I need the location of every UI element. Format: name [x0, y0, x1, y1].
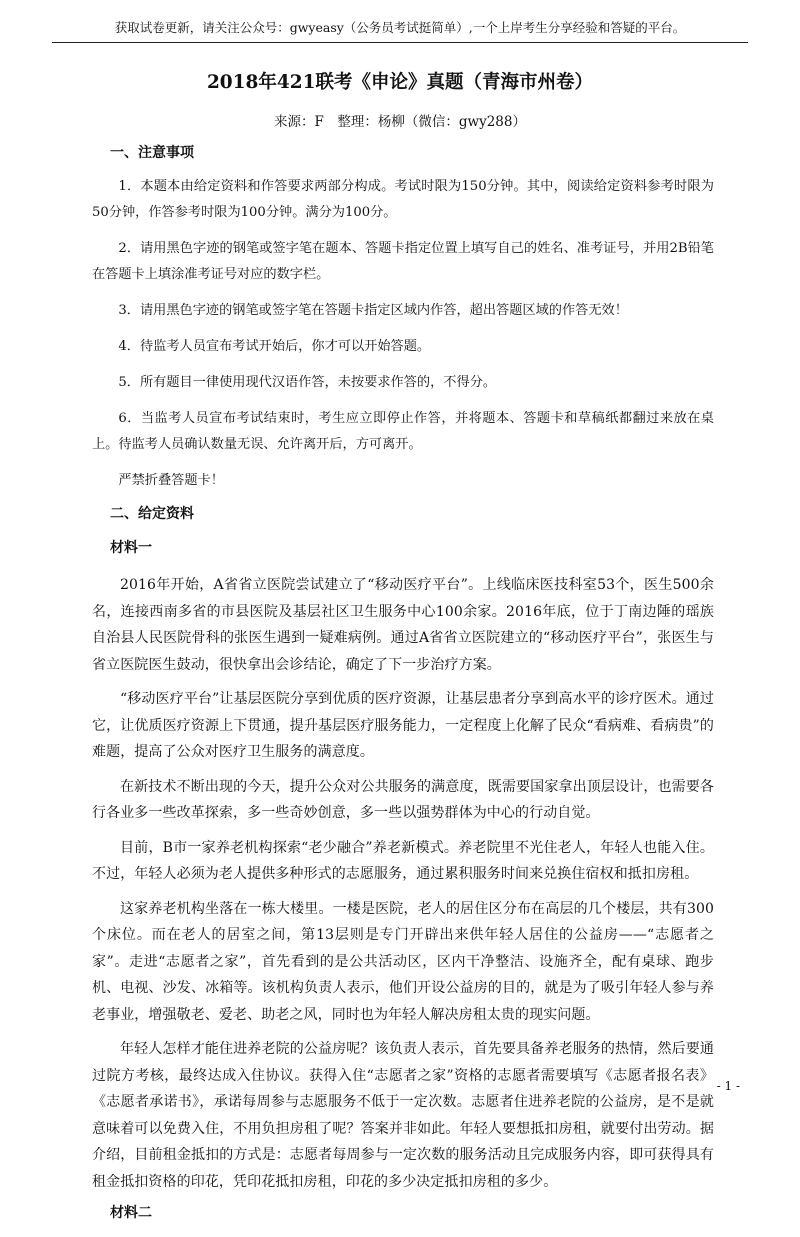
material-paragraph: “移动医疗平台”让基层医院分享到优质的医疗资源，让基层患者分享到高水平的诊疗医术。通过它，让优质医疗资源上下贯通，提升基层医疗服务能力，一定程度上化解了民众“看病难、看病贵”的难题，提高了公众对医疗卫生服务的满意度。	[92, 691, 714, 760]
material-paragraph: 目前，B市一家养老机构探索“老少融合”养老新模式。养老院里不光住老人，年轻人也能入住。不过，年轻人必须为老人提供多种形式的志愿服务，通过累积服务时间来兑换住宿权和抵扣房租。	[92, 839, 714, 882]
material-paragraph: 2016年开始，A省省立医院尝试建立了“移动医疗平台”。上线临床医技科室53个，医生500余名，连接西南多省的市县医院及基层社区卫生服务中心100余家。2016年底，位于丁南边陲的瑶族自治县人民医院骨科的张医生遇到一疑难病例。通过A省省立医院建立的“移动医疗平台”，张医生与省立医院医生鼓动，很快拿出会诊结论，确定了下一步治疗方案。	[92, 577, 714, 673]
document-title: 2018年421联考《申论》真题（青海市州卷）	[206, 72, 594, 93]
notice-item: 4．待监考人员宣布考试开始后，你才可以开始答题。	[118, 339, 431, 354]
material-paragraph: 这家养老机构坐落在一栋大楼里。一楼是医院，老人的居住区分布在高层的几个楼层，共有300个床位。而在老人的居室之间，第13层则是专门开辟出来供年轻人居住的公益房——“志愿者之家”。走进“志愿者之家”，首先看到的是公共活动区，区内干净整洁、设施齐全，配有桌球、跑步机、电视、沙发、冰箱等。该机构负责人表示，他们开设公益房的目的，就是为了吸引年轻人参与养老事业，增强敬老、爱老、助老之风，同时也为年轻人解决房租太贵的现实问题。	[92, 900, 714, 1023]
material-paragraph: 年轻人怎样才能住进养老院的公益房呢？该负责人表示，首先要具备养老服务的热情，然后要通过院方考核，最终达成入住协议。获得入住“志愿者之家”资格的志愿者需要填写《志愿者报名表》《志愿者承诺书》，承诺每周参与志愿服务不低于一定次数。志愿者住进养老院的公益房，是不是就意味着可以免费入住，不用负担房租了呢？答案并非如此。年轻人要想抵扣房租，就要付出劳动。据介绍，目前租金抵扣的方式是：志愿者每周参与一定次数的服务活动且完成服务内容，即可获得具有租金抵扣资格的印花，凭印花抵扣房租，印花的多少决定抵扣房租的多少。	[92, 1041, 714, 1190]
material-heading-2: 材料二	[110, 1205, 152, 1221]
notice-warning: 严禁折叠答题卡！	[118, 473, 224, 488]
material-paragraph: 在新技术不断出现的今天，提升公众对公共服务的满意度，既需要国家拿出顶层设计，也需要各行各业多一些改革探索，多一些奇妙创意，多一些以强势群体为中心的行动自觉。	[92, 778, 714, 821]
notice-item: 5．所有题目一律使用现代汉语作答，未按要求作答的，不得分。	[118, 375, 497, 390]
document-body	[92, 143, 714, 1237]
notice-item: 2．请用黑色字迹的钢笔或签字笔在题本、答题卡指定位置上填写自己的姓名、准考证号，并用2B铅笔在答题卡上填涂准考证号对应的数字栏。	[92, 241, 714, 282]
notice-item: 6．当监考人员宣布考试结束时，考生应立即停止作答，并将题本、答题卡和草稿纸都翻过来放在桌上。待监考人员确认数量无误、允许离开后，方可离开。	[92, 411, 714, 452]
page-number: - 1 -	[716, 1079, 740, 1093]
section-heading-materials: 二、给定资料	[110, 506, 194, 522]
top-notice: 获取试卷更新，请关注公众号：gwyeasy（公务员考试挺简单）,一个上岸考生分享经验和答疑的平台。	[52, 20, 748, 43]
notice-item: 3．请用黑色字迹的钢笔或签字笔在答题卡指定区域内作答，超出答题区域的作答无效！	[118, 303, 628, 318]
section-heading-notes: 一、注意事项	[110, 145, 194, 161]
material-heading-1: 材料一	[110, 540, 152, 556]
notice-item: 1．本题本由给定资料和作答要求两部分构成。考试时限为150分钟。其中，阅读给定资料参考时限为50分钟，作答参考时限为100分钟。满分为100分。	[92, 179, 714, 220]
document-source: 来源：F 整理：杨柳（微信：gwy288）	[274, 114, 526, 130]
